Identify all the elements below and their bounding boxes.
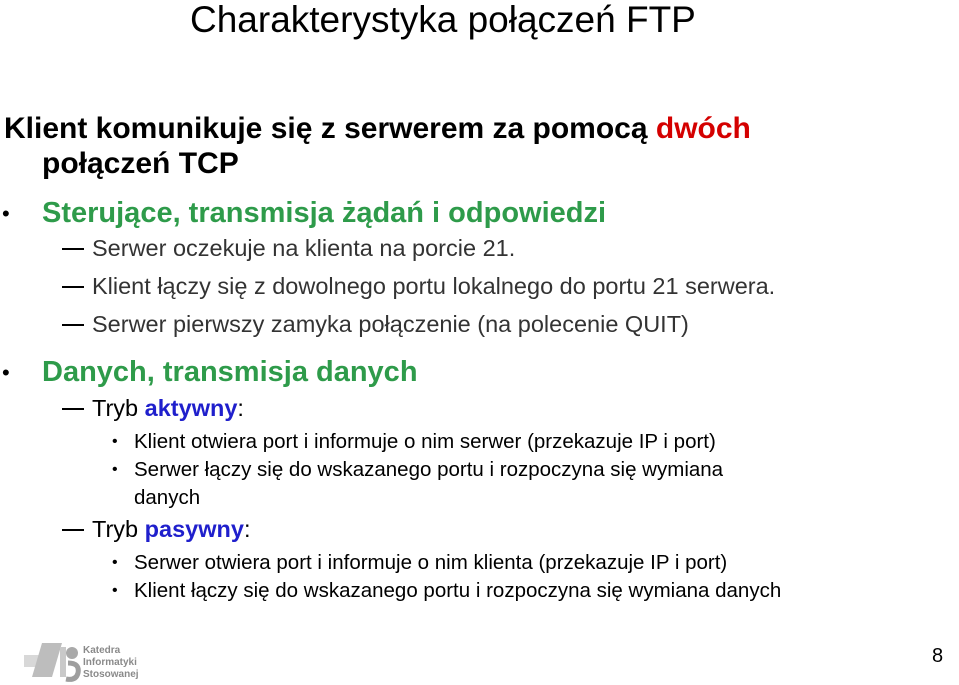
- logo-line: Katedra: [83, 645, 121, 656]
- mode-suffix: :: [243, 516, 251, 542]
- active-mode-line: [92, 393, 244, 423]
- dash-icon: [62, 248, 84, 250]
- kis-logo-icon: [22, 637, 82, 683]
- intro-emphasis: dwóch: [655, 112, 751, 145]
- active-item-continuation: danych: [134, 486, 201, 509]
- logo-line: Stosowanej: [83, 669, 139, 680]
- passive-mode-line: [92, 514, 250, 544]
- passive-item: Klient łączy się do wskazanego portu i rozpoczyna się wymiana danych: [134, 579, 782, 602]
- active-item: Serwer łączy się do wskazanego portu i rozpoczyna się wymiana: [134, 458, 724, 481]
- mode-suffix: :: [237, 395, 244, 421]
- control-heading: Sterujące, transmisja żądań i odpowiedzi: [42, 197, 607, 229]
- intro-text: Klient komunikuje się z serwerem za pomocą: [4, 112, 656, 145]
- dash-icon: [62, 408, 84, 410]
- bullet-icon: •: [2, 201, 10, 226]
- dash-icon: [62, 286, 84, 288]
- slide-title: Charakterystyka połączeń FTP: [190, 0, 696, 40]
- mode-prefix: Tryb: [92, 395, 145, 421]
- active-item: Klient otwiera port i informuje o nim serwer (przekazuje IP i port): [134, 430, 716, 453]
- bullet-icon: •: [112, 461, 118, 478]
- bullet-icon: •: [112, 554, 118, 571]
- page-number: 8: [932, 645, 944, 667]
- logo-line: Informatyki: [83, 657, 137, 668]
- bullet-icon: •: [112, 433, 118, 450]
- mode-prefix: Tryb: [92, 516, 145, 542]
- control-item: Klient łączy się z dowolnego portu lokalnego do portu 21 serwera.: [92, 273, 776, 299]
- intro-line-1: [4, 112, 751, 146]
- dash-icon: [62, 324, 84, 326]
- control-item: Serwer pierwszy zamyka połączenie (na polecenie QUIT): [92, 311, 689, 337]
- dash-icon: [62, 529, 84, 531]
- passive-item: Serwer otwiera port i informuje o nim klienta (przekazuje IP i port): [134, 551, 728, 574]
- control-item: Serwer oczekuje na klienta na porcie 21.: [92, 235, 516, 261]
- bullet-icon: •: [2, 360, 10, 385]
- passive-mode-label: pasywny: [144, 516, 244, 542]
- bullet-icon: •: [112, 582, 118, 599]
- data-heading: Danych, transmisja danych: [42, 356, 418, 388]
- intro-line-2: połączeń TCP: [42, 147, 239, 180]
- active-mode-label: aktywny: [144, 395, 238, 421]
